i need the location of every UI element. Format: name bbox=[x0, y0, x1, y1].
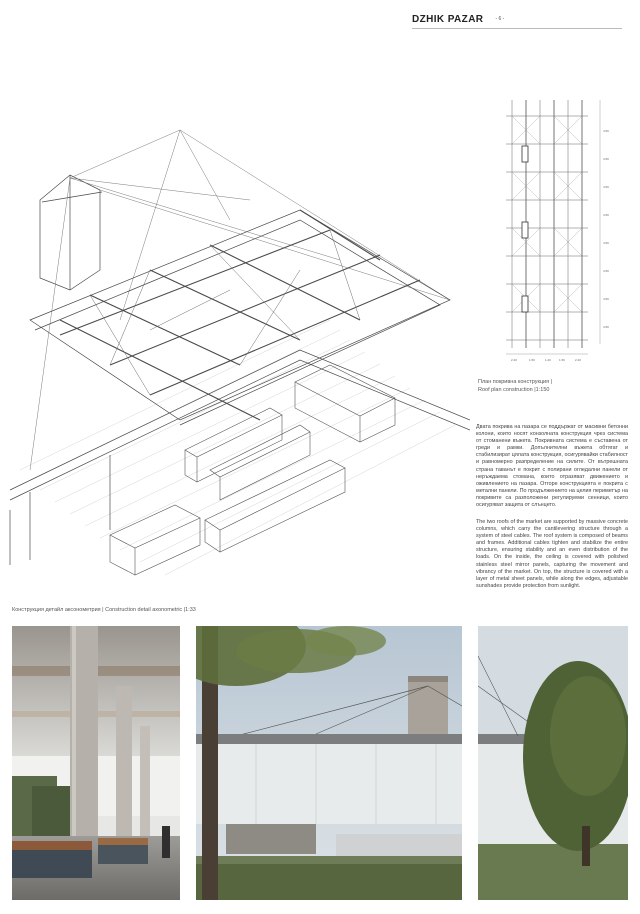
plan-dim-right: 4.50 bbox=[603, 185, 609, 189]
exterior-tree-render bbox=[478, 626, 628, 900]
axonometric-drawing bbox=[0, 120, 470, 600]
roof-plan-caption bbox=[478, 378, 552, 394]
page-number: - 6 - bbox=[495, 16, 505, 22]
roof-plan-caption-bg: План покривна конструкция | bbox=[478, 379, 553, 385]
plan-dim-bottom: 2.40 bbox=[511, 358, 517, 362]
project-title: DZHIK PAZAR bbox=[412, 13, 484, 25]
plan-dim-right: 4.50 bbox=[603, 269, 609, 273]
roof-plan-drawing bbox=[496, 96, 618, 366]
plan-dim-right: 4.50 bbox=[603, 129, 609, 133]
plan-dim-right: 4.50 bbox=[603, 325, 609, 329]
plan-dim-bottom: 1.20 bbox=[545, 358, 551, 362]
roof-plan-caption-en: Roof plan construction |1:150 bbox=[478, 387, 550, 393]
plan-dim-right: 4.50 bbox=[603, 241, 609, 245]
plan-dim-bottom: 2.40 bbox=[575, 358, 581, 362]
axonometric-caption: Конструкция детайл аксонометрия | Construction detail axonometric |1:33 bbox=[12, 607, 196, 613]
plan-dim-right: 4.50 bbox=[603, 297, 609, 301]
plan-dim-bottom: 1.50 bbox=[529, 358, 535, 362]
description-english: The two roofs of the market are supported by massive concrete columns, which carry the cantilevering structure through a system of steel cables. The roof system is composed of beams and frames. Additional cables tighten and stabilize the entire structure, ensuring stability and an even distribution of the loads. On the inside, the ceiling is covered with polished stainless steel mirror panels, capturing the movement and vibrancy of the market. On top, the structure is covered with a layer of metal sheet panels, while along the edges, adjustable sunshades provide protection from sunlight. bbox=[476, 519, 628, 589]
description-bulgarian: Двата покрива на пазара се поддържат от масивни бетонни колони, които носят конзолната конструкция чрез система от стоманени въжета. Покривната система е съставена от греди и рамки. Допълнителни въжета обтягат и стабилизират цялата конструкция, осигурявайки стабилност и равномерно разпределение на силите. От вътрешната страна таванът е покрит с полирани огледални панели от неръждаема стомана, които отразяват движението и оживлението на пазара. Отгоре конструкцията е покрита с метални панели. По продължението на целия периметър на покривите са разположени регулируеми сенници, които осигуряват защита от слънцето. bbox=[476, 424, 628, 509]
plan-dim-bottom: 1.50 bbox=[559, 358, 565, 362]
page-header bbox=[412, 12, 622, 26]
plan-dim-right: 4.50 bbox=[603, 157, 609, 161]
plan-dim-right: 4.50 bbox=[603, 213, 609, 217]
exterior-market-render bbox=[196, 626, 462, 900]
header-divider bbox=[412, 28, 622, 29]
interior-market-render bbox=[12, 626, 180, 900]
